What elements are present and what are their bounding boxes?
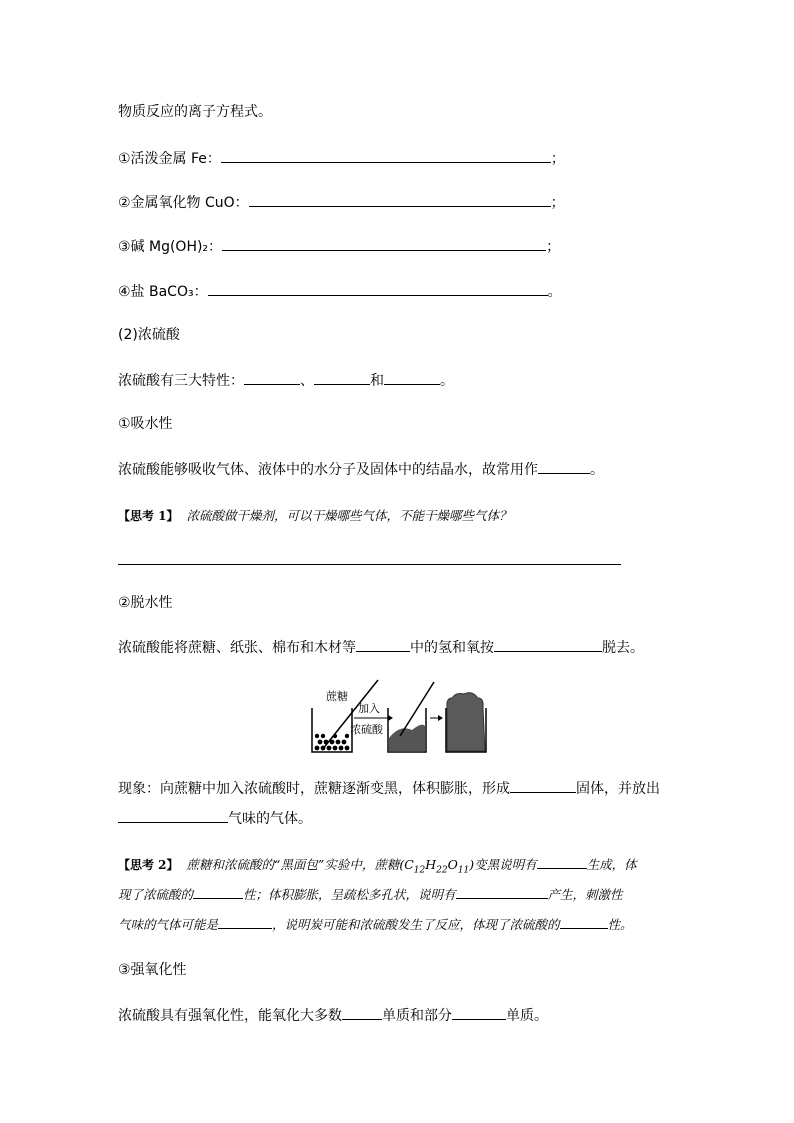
think2-line-3 [118, 914, 633, 935]
answer-blank[interactable] [218, 914, 272, 929]
think2-line-2 [118, 884, 623, 905]
text: 气味的气体可能是 [118, 917, 219, 932]
text: 现了浓硫酸的 [118, 887, 194, 902]
text: 浓硫酸有三大特性： [118, 373, 244, 389]
text: )变黑说明有 [469, 857, 537, 872]
answer-blank[interactable] [314, 370, 370, 385]
text: 、 [300, 373, 314, 389]
item-end: 。 [547, 284, 562, 300]
text: 气味的气体。 [228, 811, 312, 827]
answer-blank[interactable] [244, 370, 300, 385]
black-mass [389, 725, 425, 751]
text: ，说明炭可能和浓硫酸发生了反应，体现了浓硫酸的 [272, 917, 560, 932]
subscript: 22 [436, 865, 448, 876]
oxidation-line [118, 1005, 548, 1026]
text: H [425, 857, 437, 872]
heading-dehydration: ②脱水性 [118, 595, 173, 611]
item-fe [118, 148, 565, 169]
think-tag: 【思考 2】 [118, 858, 179, 872]
think1 [118, 506, 512, 526]
item-cuo [118, 192, 565, 213]
item-label: ②金属氧化物 CuO： [118, 195, 249, 211]
answer-line[interactable] [118, 564, 621, 565]
text: 产生，刺激性 [547, 887, 623, 902]
answer-blank[interactable] [342, 1005, 382, 1020]
beaker-1 [312, 708, 352, 752]
text: 生成，体 [586, 857, 637, 872]
text: 单质和部分 [382, 1008, 452, 1024]
text: O [447, 857, 458, 872]
item-mgoh2 [118, 236, 560, 257]
arrow-2-head [438, 715, 443, 721]
text: 浓硫酸能将蔗糖、纸张、棉布和木材等 [118, 640, 356, 656]
answer-blank[interactable] [356, 637, 410, 652]
text: 单质。 [506, 1008, 548, 1024]
answer-blank[interactable] [456, 884, 548, 899]
heading-absorb: ①吸水性 [118, 416, 173, 432]
answer-blank[interactable] [452, 1005, 506, 1020]
answer-blank[interactable] [384, 370, 440, 385]
item-label: ③碱 Mg(OH)₂： [118, 239, 223, 255]
experiment-figure [300, 678, 500, 758]
answer-blank[interactable] [538, 459, 590, 474]
think2-line-1 [118, 854, 637, 881]
absorb-line [118, 459, 604, 480]
answer-blank[interactable] [222, 236, 546, 251]
answer-blank[interactable] [494, 637, 602, 652]
answer-blank[interactable] [118, 808, 228, 823]
answer-blank[interactable] [249, 192, 551, 207]
label-acid: 浓硫酸 [350, 723, 383, 736]
text: 固体，并放出 [576, 781, 660, 797]
phenomenon-line [118, 778, 660, 799]
text: 浓硫酸具有强氧化性，能氧化大多数 [118, 1008, 342, 1024]
dehydration-line [118, 637, 644, 658]
subscript: 11 [457, 865, 470, 876]
item-label: ④盐 BaCO₃： [118, 284, 208, 300]
text: 。 [590, 462, 604, 478]
text: 性。 [607, 917, 633, 932]
answer-blank[interactable] [560, 914, 608, 929]
section-heading: (2)浓硫酸 [118, 327, 180, 343]
properties-line [118, 370, 454, 391]
answer-blank[interactable] [537, 854, 587, 869]
text: 蔗糖和浓硫酸的“黑面包”实验中，蔗糖(C [186, 857, 414, 872]
text: 脱去。 [602, 640, 644, 656]
label-sugar: 蔗糖 [326, 690, 348, 703]
answer-blank[interactable] [221, 148, 551, 163]
item-end: ； [550, 195, 565, 211]
text: 中的氢和氧按 [410, 640, 494, 656]
label-add: 加入 [358, 702, 380, 715]
answer-blank[interactable] [208, 281, 548, 296]
item-end: ； [550, 151, 565, 167]
answer-blank[interactable] [193, 884, 243, 899]
intro-text: 物质反应的离子方程式。 [118, 104, 272, 120]
item-baco3 [118, 281, 562, 302]
item-end: ； [546, 239, 561, 255]
text: 现象：向蔗糖中加入浓硫酸时，蔗糖逐渐变黑，体积膨胀，形成 [118, 781, 510, 797]
heading-oxidation: ③强氧化性 [118, 962, 187, 978]
subscript: 12 [413, 865, 426, 876]
answer-blank[interactable] [510, 778, 576, 793]
text: 浓硫酸能够吸收气体、液体中的水分子及固体中的结晶水，故常用作 [118, 462, 538, 478]
text: 。 [440, 373, 454, 389]
think-text: 浓硫酸做干燥剂，可以干燥哪些气体，不能干燥哪些气体？ [186, 508, 512, 523]
text: 和 [370, 373, 384, 389]
black-bread [447, 693, 485, 751]
text: 性；体积膨胀，呈疏松多孔状，说明有 [243, 887, 456, 902]
think-tag: 【思考 1】 [118, 509, 179, 523]
phenomenon-line-2 [118, 808, 312, 829]
sugar-particles [315, 734, 350, 751]
item-label: ①活泼金属 Fe： [118, 151, 221, 167]
